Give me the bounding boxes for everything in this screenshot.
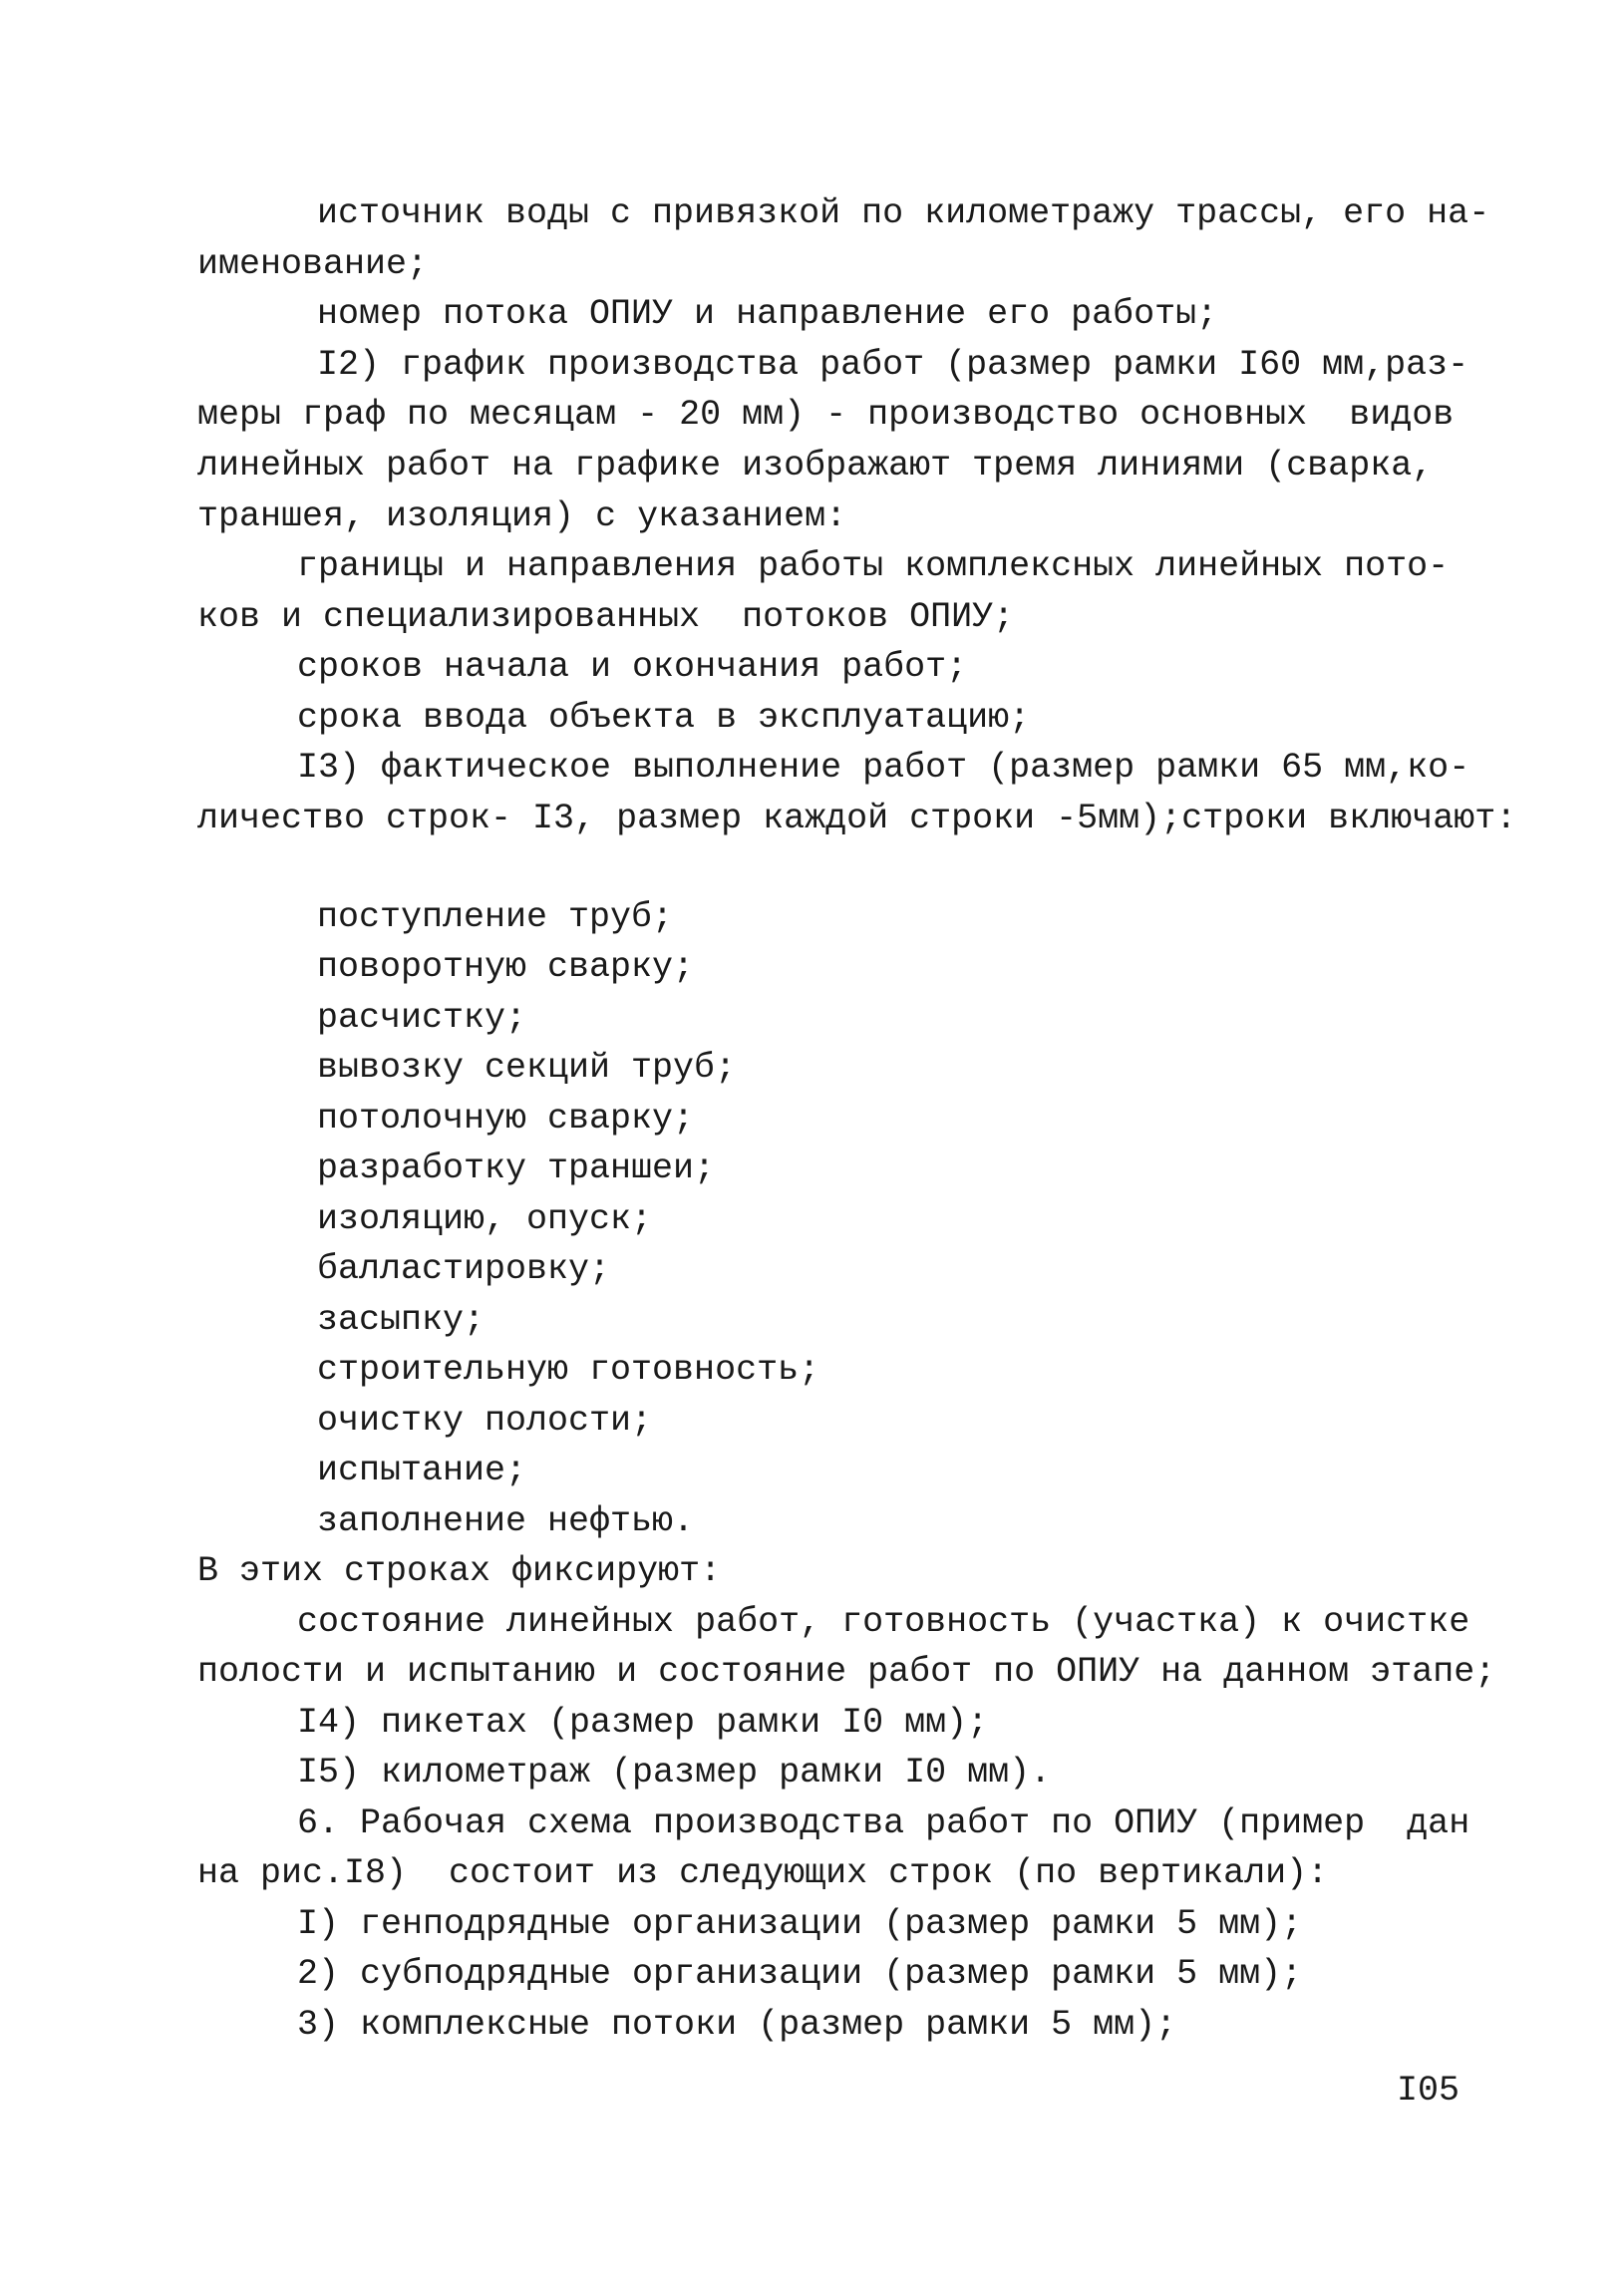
text-line: В этих строках фиксируют: [197,1551,722,1591]
text-line: полости и испытанию и состояние работ по ОПИУ на данном этапе; [197,1652,1496,1692]
text-line: I5) километраж (размер рамки I0 мм). [297,1753,1052,1793]
list-item: потолочную сварку; [317,1099,695,1139]
text-line: меры граф по месяцам - 20 мм) - производство основных видов [197,395,1455,435]
page-number: I05 [1396,2071,1460,2111]
list-item: вывозку секций труб; [317,1048,737,1088]
text-line: I) генподрядные организации (размер рамки 5 мм); [297,1904,1303,1944]
text-line: траншея, изоляция) с указанием: [197,496,847,536]
text-line: сроков начала и окончания работ; [297,647,968,687]
text-line: источник воды с привязкой по километражу трассы, его на- [317,193,1490,233]
list-item: строительную готовность; [317,1350,820,1390]
list-item: балластировку; [317,1249,611,1289]
text-line: срока ввода объекта в эксплуатацию; [297,698,1031,738]
list-item: поступление труб; [317,897,674,937]
text-line: I2) график производства работ (размер рамки I60 мм,раз- [317,345,1469,385]
text-line: ков и специализированных потоков ОПИУ; [197,597,1015,637]
text-line: именование; [197,244,429,284]
text-line: I4) пикетах (размер рамки I0 мм); [297,1703,989,1743]
text-line: личество строк- I3, размер каждой строки -5мм);строки включают: [197,799,1517,838]
text-line: на рис.I8) состоит из следующих строк (по вертикали): [197,1853,1329,1893]
list-item: заполнение нефтью. [317,1501,695,1541]
list-item: разработку траншеи; [317,1148,716,1188]
text-line: состояние линейных работ, готовность (участка) к очистке [297,1602,1470,1642]
text-line: линейных работ на графике изображают тремя линиями (сварка, [197,446,1434,486]
list-item: изоляцию, опуск; [317,1199,653,1239]
text-line: границы и направления работы комплексных линейных пото- [297,546,1450,586]
list-item: расчистку; [317,998,527,1038]
list-item: засыпку; [317,1300,486,1340]
list-item: очистку полости; [317,1401,653,1441]
list-item: поворотную сварку; [317,947,695,987]
text-line: номер потока ОПИУ и направление его работы; [317,294,1218,334]
text-line: 3) комплексные потоки (размер рамки 5 мм); [297,2005,1177,2045]
list-item: испытание; [317,1451,527,1490]
text-line: 2) субподрядные организации (размер рамки 5 мм); [297,1954,1303,1994]
text-line: 6. Рабочая схема производства работ по ОПИУ (пример дан [297,1803,1470,1843]
text-line: I3) фактическое выполнение работ (размер рамки 65 мм,ко- [297,748,1470,788]
